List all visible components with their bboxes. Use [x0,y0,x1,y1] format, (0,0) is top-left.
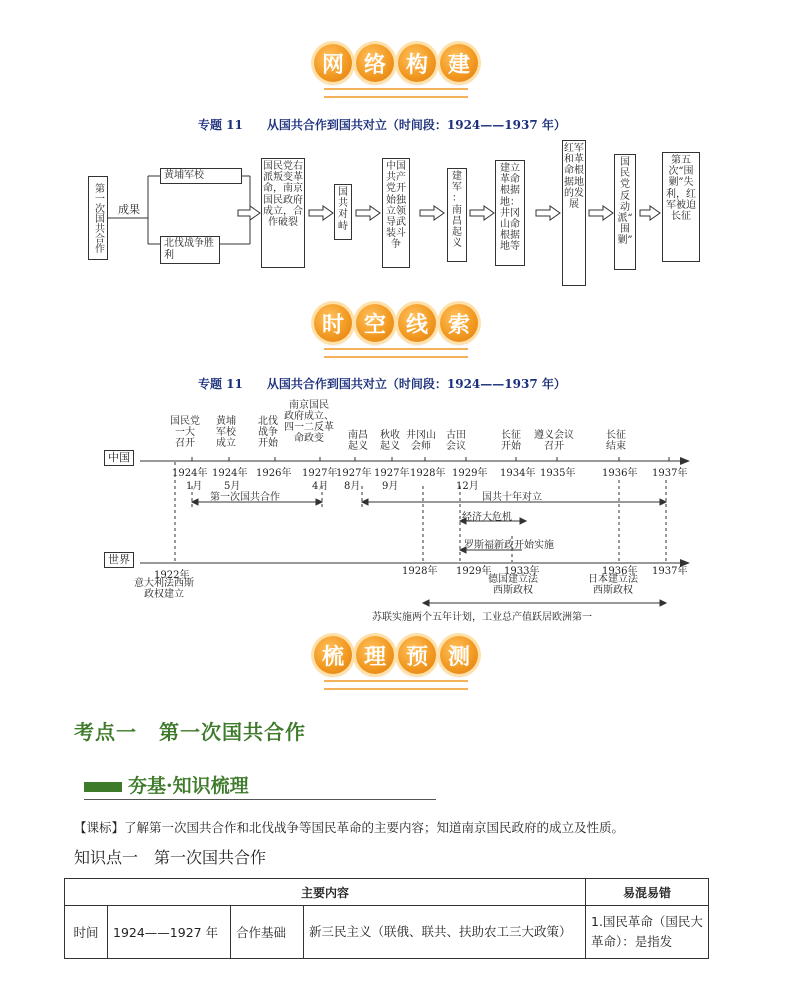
china-month: 12月 [456,481,479,492]
banner-char: 建 [440,44,478,82]
table-header-main: 主要内容 [65,879,586,906]
china-label: 中国 [104,450,134,466]
knowledge-point-number: 知识点一 [74,848,139,867]
span-ussr: 苏联实施两个五年计划，工业总产值跃居欧洲第一 [372,612,592,623]
china-month: 9月 [382,481,399,492]
china-year: 1934年 [500,468,536,479]
flow-top-branch: 黄埔军校 [160,168,242,184]
china-event: 古田 会议 [446,430,466,452]
flow-bottom-branch: 北伐战争胜利 [160,236,220,264]
kaodian-number: 考点一 [74,720,137,744]
table-cell: 合作基础 [231,906,304,959]
china-year: 1927年 [302,468,338,479]
china-month: 8月 [344,481,361,492]
span-first-coop: 第一次国共合作 [210,492,280,503]
china-event: 秋收 起义 [380,430,400,452]
flow-step: 国民党反动派“围剿” [614,154,636,270]
world-year: 1922年 [154,570,190,581]
china-year: 1929年 [452,468,488,479]
world-year: 1933年 [504,566,540,577]
world-event: 德国建立法 西斯政权 [488,574,538,596]
span-crisis: 经济大危机 [462,512,512,523]
banner-char: 时 [314,304,352,342]
banner-char: 理 [356,636,394,674]
china-year: 1936年 [602,468,638,479]
china-year: 1927年 [374,468,410,479]
china-event: 国民党 一大 召开 [170,416,200,449]
world-year: 1936年 [602,566,638,577]
banner-char: 测 [440,636,478,674]
china-year: 1935年 [540,468,576,479]
china-year: 1924年 [212,468,248,479]
subsection-heading [84,769,436,801]
world-year: 1929年 [456,566,492,577]
china-month: 1月 [186,481,203,492]
china-year: 1927年 [336,468,372,479]
flow-step: 第五次“围剿”失利，红军被迫长征 [662,152,700,262]
china-year: 1928年 [410,468,446,479]
banner-char: 网 [314,44,352,82]
banner-char: 络 [356,44,394,82]
china-event: 井冈山 会师 [406,430,436,452]
content-table [64,878,709,959]
china-event: 黄埔 军校 成立 [216,416,236,449]
table-cell: 1924——1927 年 [108,906,231,959]
banner-char: 梳 [314,636,352,674]
table-cell: 新三民主义（联俄、联共、扶助农工三大政策） [304,906,586,959]
banner-char: 线 [398,304,436,342]
flow-step: 国民党右派叛变革命，南京国民政府成立，合作破裂 [261,158,305,268]
flow-result-label: 成果 [118,203,140,216]
kaodian-title: 第一次国共合作 [159,720,306,744]
world-event: 日本建立法 西斯政权 [588,574,638,596]
china-event: 南京国民 政府成立、 四一二反革 命政变 [284,400,334,444]
world-year: 1937年 [652,566,688,577]
china-year: 1926年 [256,468,292,479]
banner-char: 预 [398,636,436,674]
world-label: 世界 [104,552,134,568]
world-event: 意大利法西斯 政权建立 [134,578,194,600]
knowledge-point-heading [74,845,266,868]
china-month: 4月 [312,481,329,492]
table-cell: 1.国民革命（国民大革命）：是指发 [586,906,709,959]
span-new-deal: 罗斯福新政开始实施 [464,540,554,551]
section-heading [74,716,306,745]
world-year: 1928年 [402,566,438,577]
banner-char: 构 [398,44,436,82]
flow-step: 建军：南昌起义 [447,168,467,262]
subtitle-2: 专题 11 从国共合作到国共对立（时间段：1924——1937 年） [198,377,566,391]
subtitle-1: 专题 11 从国共合作到国共对立（时间段：1924——1937 年） [198,118,566,132]
table-row [65,906,709,959]
china-event: 遵义会议 召开 [534,430,574,452]
flow-step: 国共对峙 [334,184,352,240]
knowledge-point-title: 第一次国共合作 [154,848,267,867]
subsection-title: 夯基·知识梳理 [128,775,249,797]
china-year: 1924年 [172,468,208,479]
flow-step: 中国共产党开始独立领导武装斗争 [382,158,410,268]
china-event: 南昌 起义 [348,430,368,452]
flow-step: 建立革命根据地：井冈山命根据地等 [495,160,525,266]
china-event: 北伐 战争 开始 [258,416,278,449]
heading-bar-icon [84,782,122,792]
china-month: 5月 [224,481,241,492]
china-event: 长征 结束 [606,430,626,452]
china-event: 长征 开始 [501,430,521,452]
banner-review [314,636,478,674]
flow-step: 红军和革命根据地的发展 [562,140,586,286]
curriculum-standard: 【课标】了解第一次国共合作和北伐战争等国民革命的主要内容；知道南京国民政府的成立及性质。 [74,820,625,835]
table-cell: 时间 [65,906,108,959]
flow-left-box: 第一次国共合作 [88,176,108,260]
span-ten-years: 国共十年对立 [482,492,542,503]
china-year: 1937年 [652,468,688,479]
banner-char: 索 [440,304,478,342]
banner-char: 空 [356,304,394,342]
table-header-side: 易混易错 [586,879,709,906]
